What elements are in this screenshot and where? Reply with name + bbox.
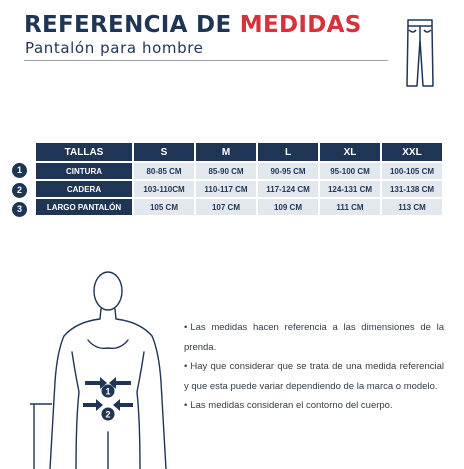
bullet-icon: • bbox=[184, 322, 188, 333]
size-header-xxl: XXL bbox=[382, 143, 442, 161]
note-item bbox=[184, 318, 444, 357]
table-cell: 95-100 CM bbox=[320, 163, 380, 179]
table-cell: 117-124 CM bbox=[258, 181, 318, 197]
bullet-icon: • bbox=[184, 400, 188, 412]
table-cell: 110-117 CM bbox=[196, 181, 256, 197]
page-subtitle: Pantalón para hombre bbox=[25, 39, 204, 57]
note-item bbox=[184, 357, 444, 396]
size-table bbox=[34, 141, 444, 217]
table-cell: 113 CM bbox=[382, 199, 442, 215]
table-cell: 124-131 CM bbox=[320, 181, 380, 197]
table-row bbox=[36, 181, 442, 197]
page-title bbox=[24, 11, 362, 39]
waist-marker-label: 1 bbox=[105, 386, 111, 397]
size-header-l: L bbox=[258, 143, 318, 161]
row-label-length: LARGO PANTALÓN bbox=[36, 199, 132, 215]
table-row bbox=[36, 163, 442, 179]
size-header-s: S bbox=[134, 143, 194, 161]
corner-header: TALLAS bbox=[36, 143, 132, 161]
body-silhouette bbox=[50, 272, 166, 469]
note-text: Las medidas consideran el contorno del cuerpo. bbox=[190, 400, 393, 412]
hip-marker-label: 2 bbox=[105, 409, 111, 420]
title-part-2: MEDIDAS bbox=[239, 12, 362, 38]
table-cell: 100-105 CM bbox=[382, 163, 442, 179]
size-header-row bbox=[36, 143, 442, 161]
notes-list bbox=[184, 318, 444, 416]
size-header-xl: XL bbox=[320, 143, 380, 161]
note-text: Hay que considerar que se trata de una medida referencial y que esta puede variar dependiendo de la marca o modelo. bbox=[184, 361, 444, 392]
table-cell: 85-90 CM bbox=[196, 163, 256, 179]
length-measure-line bbox=[30, 404, 52, 469]
size-header-m: M bbox=[196, 143, 256, 161]
note-item bbox=[184, 396, 444, 416]
table-cell: 109 CM bbox=[258, 199, 318, 215]
body-measurement-figure bbox=[0, 268, 180, 469]
table-cell: 131-138 CM bbox=[382, 181, 442, 197]
pants-icon bbox=[405, 18, 435, 88]
bullet-icon: • bbox=[184, 361, 188, 373]
note-text: Las medidas hacen referencia a las dimensiones de la prenda. bbox=[184, 322, 444, 353]
row-label-hip: CADERA bbox=[36, 181, 132, 197]
title-divider bbox=[24, 60, 388, 61]
row-label-waist: CINTURA bbox=[36, 163, 132, 179]
table-cell: 107 CM bbox=[196, 199, 256, 215]
row-number-badge-2: 2 bbox=[12, 183, 27, 198]
table-cell: 80-85 CM bbox=[134, 163, 194, 179]
table-cell: 103-110CM bbox=[134, 181, 194, 197]
row-number-badge-1: 1 bbox=[12, 163, 27, 178]
table-cell: 105 CM bbox=[134, 199, 194, 215]
title-part-1: REFERENCIA DE bbox=[24, 12, 232, 38]
table-cell: 111 CM bbox=[320, 199, 380, 215]
row-number-badge-3: 3 bbox=[12, 202, 27, 217]
table-cell: 90-95 CM bbox=[258, 163, 318, 179]
table-row bbox=[36, 199, 442, 215]
